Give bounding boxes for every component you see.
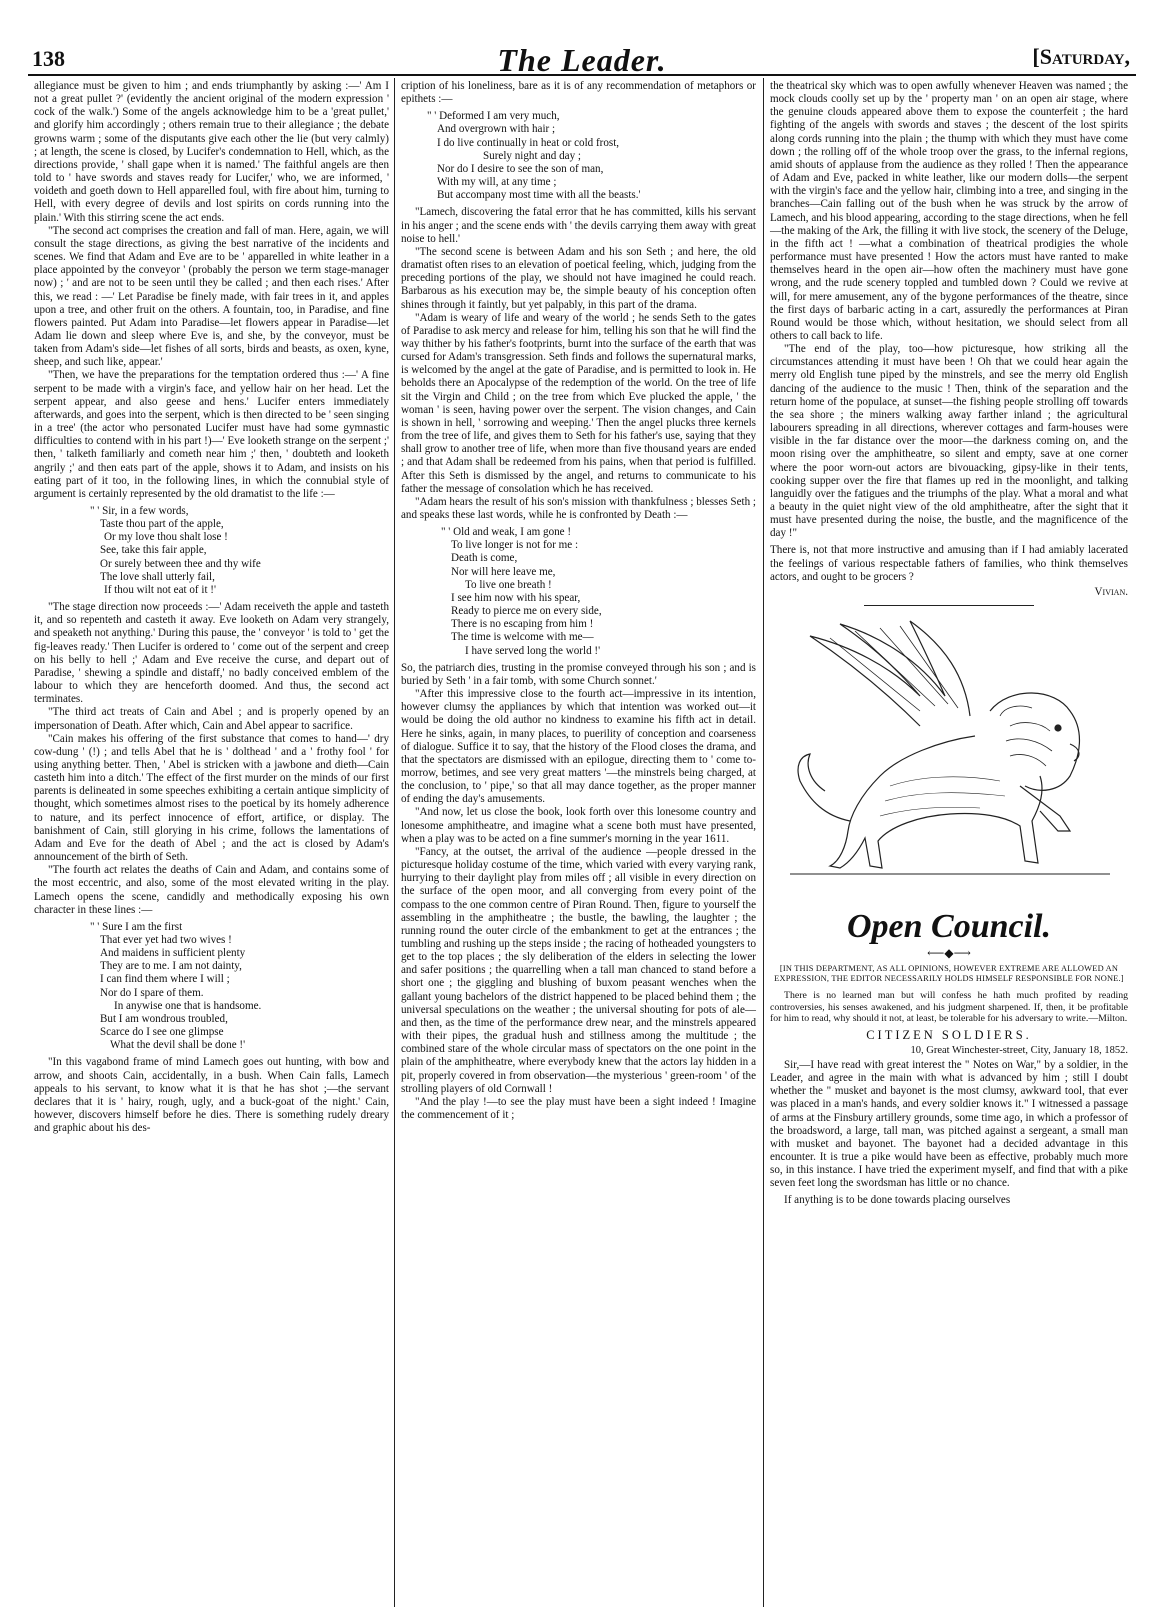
verse-line: Nor will here leave me, [451,565,556,578]
column-2 [401,80,756,1122]
paragraph: "The end of the play, too—how picturesque, how striking all the circumstances attending it must have been ! Oh that we could hear again the merry old English tune piped by the minstrels, and see the merry old English dancing of the audience to the music ! Then, think of the separation and the return home of the populace, at sunset—the fishing people strolling off towards the sea shore ; the miners walking away farther inland ; the agricultural labourers spreading in all directions, wherever cottages and farm-houses were visible in the far distance over the moor—the darkness coming on, and the moon rising over the amphitheatre, so silent and empty, save at one corner where the poor worn-out actors are bivouacking, gipsy-like in their tents, cooking supper over the fire that flames up red in the moonlight, and talking languidly over the fatigues and the triumphs of the play. What a moral and what a beauty in the quiet night view of the old amphitheatre, after the sight that it must have presented during the noise, the bustle, and the magnificence of the day !" [770,343,1128,540]
verse-line: " ' Sure I am the first [90,920,183,933]
milton-quote: There is no learned man but will confess he hath much profited by reading controversies, his senses awakened, and his judgment sharpened. If, then, it be profitable for him to read, why should it not, at least, be tolerable for his adversary to write.—Milton. [770,990,1128,1025]
verse-lamech [90,921,389,1053]
verse-line: The love shall utterly fail, [100,570,215,583]
paragraph: the theatrical sky which was to open awfully whenever Heaven was named ; the mock clouds coolly set up by the ' property man ' on an open air stage, where the genuine clouds appeared above them to expose the counterfeit ; the hard fighting of the angels with swords and staves ; the descent of the lost spirits along cords running into the plain ; the thump with which they must have come down ; the rolling off of the whole troop over the grass, to the infernal regions, amid shouts of applause from the audience as they rolled ! Then the appearance of Adam and Eve, packed in white leather, like our modern dolls—the serpent with the virgin's face and the yellow hair, climbing into a tree, and singing in the branches—Cain falling out of the bush when he was struck by the arrow of Lamech, and his blood appearing, according to the stage directions, when he fell—the making of the Ark, the filling it with live stock, the scenery of the Deluge, in the fifth act ! —what a combination of theatrical prodigies the whole performance must have presented ! How the actors must have ranted to make themselves heard in the open air—how often the machinery must have gone wrong, and the rude scenery toppled and tumbled down ? Could we revive at will, for mere amusement, any of the bygone performances of the theatre, since the first days of barbaric acting in a cart, assuredly the performances at Piran Round would be those which, without hesitation, we should select from all others to call back to life. [770,80,1128,342]
page-number: 138 [32,46,65,71]
verse-line: That ever yet had two wives ! [100,934,232,946]
verse-line: And overgrown with hair ; [437,123,556,136]
page-header [28,12,1136,78]
verse-line: Death is come, [451,552,518,565]
verse-line: " ' Deformed I am very much, [427,110,560,123]
verse-line: The time is welcome with me— [451,631,594,644]
verse-adam [441,526,756,658]
verse-line: And maidens in sufficient plenty [100,947,246,960]
paragraph: "The second scene is between Adam and his son Seth ; and here, the old dramatist often rises to an elevation of poetical feeling, which, judging from the preceding portions of the play, we should not have imagined he could reach. Barbarous as his execution may be, the simple beauty of his conception often shines through it faintly, but yet palpably, in this part of the drama. [401,245,756,311]
verse-line: I have served long the world !' [465,644,601,657]
paragraph: "The fourth act relates the deaths of Cain and Adam, and contains some of the most eccentric, and also, some of the most elevated writing in the play. Lamech opens the scene, candidly and methodically exposing his own character in these lines :— [34,864,389,916]
verse-line: Or surely between thee and thy wife [100,557,261,570]
verse-line: In anywise one that is handsome. [114,999,262,1012]
paragraph: "Lamech, discovering the fatal error that he has committed, kills his servant in his anger ; and the scene ends with ' the devils carrying them away with great noise to hell.' [401,206,756,245]
verse-line: But I am wondrous troubled, [100,1012,228,1025]
verse-line: Scarce do I see one glimpse [100,1026,224,1039]
letter-title: CITIZEN SOLDIERS. [866,1027,1032,1042]
paragraph: "And the play !—to see the play must have been a sight indeed ! Imagine the commencement of it ; [401,1095,756,1122]
column-divider-2 [763,78,764,1607]
verse-line: See, take this fair apple, [100,544,207,557]
section-title-open-council: Open Council. [846,908,1052,946]
winged-lion-illustration [770,616,1128,906]
verse-line: Ready to pierce me on every side, [451,605,602,618]
verse-line: Nor do I spare of them. [100,986,204,999]
verse-line: " ' Old and weak, I am gone ! [441,526,572,539]
paragraph: "In this vagabond frame of mind Lamech goes out hunting, with bow and arrow, and shoots Cain, accidentally, in a bush. When Cain falls, Lamech appeals to his servant, to know what it is that he has shot ;—the servant declares that it is ' hairy, rough, ugly, and a buck-goat of the night.' Cain, however, discovers himself before he dies. There is something rudely dreary and graphic about his des- [34,1056,389,1135]
paragraph: "Fancy, at the outset, the arrival of the audience —people dressed in the picturesque holiday costume of the time, which varied with every varying rank, hurrying to their daylight play from miles off ; all visible in every direction on the surface of the open moor, and all converging from every point of the compass to the one common centre of Piran Round. Then, figure to yourself the assembling in the amphitheatre ; the bustle, the bawling, the laughter ; the running round the outer circle of the embankment to get at the entrances ; the tumbling and rushing up the steps inside ; the racing of hotheaded youngsters to get to the top places ; the sly deliberation of the elders in selecting the lower and safer positions ; the quarrelling when a tall man chanced to stand before a short one ; the giggling and blushing of buxom peasant wenches when the gallant young bachelors of the district happened to be placed behind them ; the universal speculations on the weather ; the universal shouting for pots of ale—and then, as the time of the performance drew near, and the minstrels appeared with their pipes, the gradual hush and stillness among the multitude ; the combined stare of the whole circular mass of spectators on the one point in the plain of the amphitheatre, where everybody knew that the actors lay hidden in a pit, properly covered in from observation—the mysterious ' green-room ' of the strolling players of old Cornwall ! [401,845,756,1095]
verse-line: But accompany most time with all the beasts.' [437,189,641,202]
paragraph: "The stage direction now proceeds :—' Adam receiveth the apple and tasteth it, and so repenteth and casteth it away. Eve looketh on Adam very strangely, and speaketh not anything.' During this pause, the ' conveyor ' is told to ' get the fig-leaves ready.' Then Lucifer is ordered to ' come out of the serpent and creep on his belly to hell ;' Adam and Eve receive the curse, and depart out of Paradise, ' shewing a spindle and distaff,' no badly conceived emblem of the labour to which they are henceforth doomed. And thus, the second act terminates. [34,601,389,706]
verse-eve [90,505,389,597]
verse-line: Surely night and day ; [483,149,581,162]
paragraph: "And now, let us close the book, look forth over this lonesome country and lonesome amphitheatre, and imagine what a scene both must have presented, when a play was to be acted on a fine summer's morning in the year 1611. [401,806,756,845]
verse-cain [427,110,756,202]
verse-line: I do live continually in heat or cold frost, [437,136,620,149]
paragraph: Sir,—I have read with great interest the " Notes on War," by a soldier, in the Leader, and agree in the main with what is advanced by him ; still I doubt whether the " musket and bayonet is the most clumsy, awkward tool, that ever was placed in a man's hands, and every soldier knows it." I witnessed a passage of arms at the Finsbury artillery grounds, some time ago, in which a professor of the broadsword, a large, tall man, was pitched against a sergeant, a small man with musket and bayonet. The bayonet had a decided advantage in this encounter. It is true a pike would have been as effective, probably much more so, in this instance. I have tried the experiment myself, and find that with a pike seven feet long the swordsman has little or no chance. [770,1058,1128,1190]
verse-line: Or my love thou shalt lose ! [104,531,228,544]
column-1 [34,80,389,1135]
column-3 [770,80,1128,1208]
verse-line: There is no escaping from him ! [451,618,594,631]
paragraph: "Cain makes his offering of the first substance that comes to hand—' dry cow-dung ' (!) ; and tells Abel that he is ' dolthead ' and a ' frothy fool ' for using anything better. Then, ' Abel is stricken with a jawbone and dieth—Cain casteth him into a ditch.' The effect of the first murder on the minds of our first parents is delineated in some speeches exhibiting a certain antique simplicity of thought, which sometimes almost rises to the poetical by its homely adherence to nature, and its perfect innocence of effort, artifice, or display. The banishment of Cain, still glorying in his crime, follows the lamentations of Adam and Eve for the death of Abel ; and the act is closed by Adam's announcement of the birth of Seth. [34,732,389,864]
paragraph: So, the patriarch dies, trusting in the promise conveyed through his son ; and is buried by Seth ' in a fair tomb, with some Church sonnet.' [401,661,756,687]
verse-line: Nor do I desire to see the son of man, [437,162,604,175]
letter-dateline: 10, Great Winchester-street, City, January 18, 1852. [910,1044,1128,1056]
verse-line: To live longer is not for me : [451,539,579,552]
issue-day: [Saturday, [1032,44,1130,69]
paragraph: If anything is to be done towards placing ourselves [784,1194,1011,1207]
paragraph: "Then, we have the preparations for the temptation ordered thus :—' A fine serpent to be made with a virgin's face, and yellow hair on her head. Let the serpent appear, and also geese and hens.' Lucifer enters immediately afterwards, and goes into the serpent, which is then directed to be ' seen singing in a tree' (the actor who personated Lucifer must have had some gymnastic difficulties to contend with in his part !)—' Eve looketh strange on the serpent ;' then, ' talketh familiarly and cometh near him ;' then, ' doubteth and looketh angrily ;' and then eats part of the apple, shows it to Adam, and insists on his eating part of it too, in the following lines, in which the connubial style of argument is certainly represented by the old dramatist to the life :— [34,369,389,500]
verse-line: What the devil shall be done !' [110,1039,246,1052]
paragraph: cription of his loneliness, bare as it is of any recommendation of metaphors or epithets :— [401,80,756,106]
masthead-title: The Leader. [497,42,667,78]
author-signature: Vivian. [1094,585,1128,598]
paragraph: allegiance must be given to him ; and ends triumphantly by asking :—' Am I not a great pullet ?' (evidently the ancient original of the modern expression ' cock of the walk.') Some of the angels acknowledge him to be a 'great pullet,' and glorify him accordingly ; others remain true to their allegiance ; the debate growns warm ; some of the disputants give each other the lie (but very calmly) ; at length, the scene is closed, by Lucifer's condemnation to Hell, which, as the directions provide, ' shall gape when it is named.' The faithful angels are then told to ' have swords and staves ready for Lucifer,' who, we are informed, ' voideth and goeth down to Hell apparelled foul, with fire about him, turning to Hell, with every degree of devils and lost spirits on cords running into the plain.' With this stirring scene the act ends. [34,80,389,224]
ornament-diamond-icon: ⟵◆⟶ [927,946,971,961]
verse-line: I see him now with his spear, [451,591,581,604]
verse-line: I can find them where I will ; [100,973,230,986]
verse-line: " ' Sir, in a few words, [90,505,189,517]
paragraph: There is, not that more instructive and amusing than if I had amiably lacerated the feelings of various respectable fathers of families, who think themselves actors, and ought to be grocers ? [770,544,1128,583]
section-rule [864,605,1034,606]
verse-line: With my will, at any time ; [437,176,557,189]
verse-line: Taste thou part of the apple, [100,518,224,531]
paragraph: "After this impressive close to the fourth act—impressive in its intention, however clumsy the appliances by which that intention was worked out—it would be doing the old author no kindness to examine his fifth act in detail. Here he sinks, again, in many places, to puerility of conception and coarseness of dialogue. Suffice it to say, that the history of the Flood closes the drama, and that the spectators are dismissed with an epilogue, directing them to ' come to-morrow, betimes, and see very great matters '—the minstrels being charged, at the conclusion, to ' pipe,' so that all may dance together, as the proper manner of ending the day's amusements. [401,688,756,806]
column-divider-1 [394,78,395,1607]
header-rule [28,74,1136,76]
verse-line: They are to me. I am not dainty, [100,960,242,973]
paragraph: "Adam hears the result of his son's mission with thankfulness ; blesses Seth ; and speaks these last words, while he is confronted by Death :— [401,495,756,521]
editor-note: [IN THIS DEPARTMENT, AS ALL OPINIONS, HOWEVER EXTREME ARE ALLOWED AN EXPRESSION, THE EDITOR NECESSARILY HOLDS HIMSELF RESPONSIBLE FOR NONE.] [774,964,1124,984]
paragraph: "Adam is weary of life and weary of the world ; he sends Seth to the gates of Paradise to ask mercy and release for him, telling his son that he will find the way thither by his father's footprints, burnt into the surface of the earth that was cursed for Adam's transgression. Seth finds and follows the supernatural marks, is welcomed by the angel at the gate of Paradise, and is permitted to look in. He beholds there an Apocalypse of the redemption of the world. On the tree of life sit the Virgin and Child ; on the tree from which Eve plucked the apple, ' the woman ' is seen, having power over the serpent. The vision changes, and Cain is shown in hell, ' sorrowing and weeping.' Then the angel plucks three kernels from the tree of life, and gives them to Seth for his father's use, saying that they shall grow to another tree of life, when more than five thousand years are ended ; and that Adam shall be redeemed from his pains, when that period is fulfilled. After this Seth is dismissed by the angel, and returns to communicate to his father the message of consolation which he has received. [401,311,756,495]
paragraph: "The third act treats of Cain and Abel ; and is properly opened by an impersonation of Death. After which, Cain and Abel appear to sacrifice. [34,706,389,732]
verse-line: If thou wilt not eat of it !' [104,583,216,596]
paragraph: "The second act comprises the creation and fall of man. Here, again, we will consult the stage directions, as giving the best narrative of the incidents and scenes. We find that Adam and Eve are to be ' apparelled in white leather in a place appointed by the conveyor ' (probably the person we term stage-manager now) ; ' and are not to be seen until they be called ; and then each rises.' After this, we read : —' Let Paradise be finely made, with fair trees in it, and apples upon a tree, and other fruit on the others. A fountain, too, in Paradise, and fine flowers painted. Put Adam into Paradise—let flowers appear in Paradise—let Adam lie down and sleep where Eve is, and she, by the conveyor, must be taken from Adam's side—let fishes of all sorts, birds and beasts, as oxen, kyne, sheep, and such like, appear.' [34,224,389,369]
verse-line: To live one breath ! [465,578,552,591]
